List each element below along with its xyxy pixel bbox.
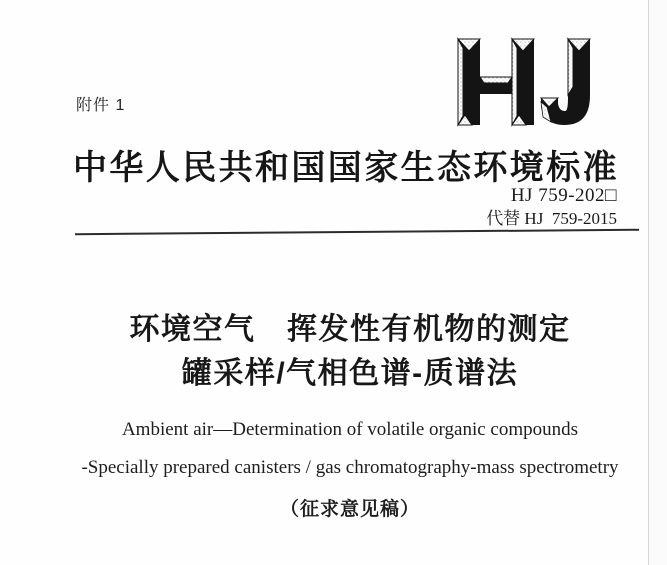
- title-divider: [75, 229, 639, 235]
- standard-title: 中华人民共和国国家生态环境标准: [73, 150, 619, 187]
- document-title-cn-line1: 环境空气 挥发性有机物的测定: [129, 313, 571, 346]
- logo-text: [0, 0, 1, 1]
- draft-note: （征求意见稿）: [279, 499, 420, 520]
- document-title-cn: [33, 308, 667, 396]
- hj-logo-icon: [456, 36, 592, 128]
- document-title-cn-line2: 罐采样/气相色谱-质谱法: [181, 357, 519, 390]
- standard-number: HJ 759-202□: [510, 185, 617, 206]
- standard-number-block: [486, 184, 617, 230]
- document-title-en-line2: -Specially prepared canisters / gas chromatography-mass spectrometry: [81, 457, 619, 478]
- attachment-label: 附件 1: [76, 97, 126, 114]
- scan-edge-line: [648, 0, 649, 565]
- scan-edge-strip: [649, 0, 667, 565]
- document-title-en-line1: Ambient air—Determination of volatile organic compounds: [121, 419, 579, 440]
- standard-replaces: 代替 HJ 759-2015: [486, 209, 617, 228]
